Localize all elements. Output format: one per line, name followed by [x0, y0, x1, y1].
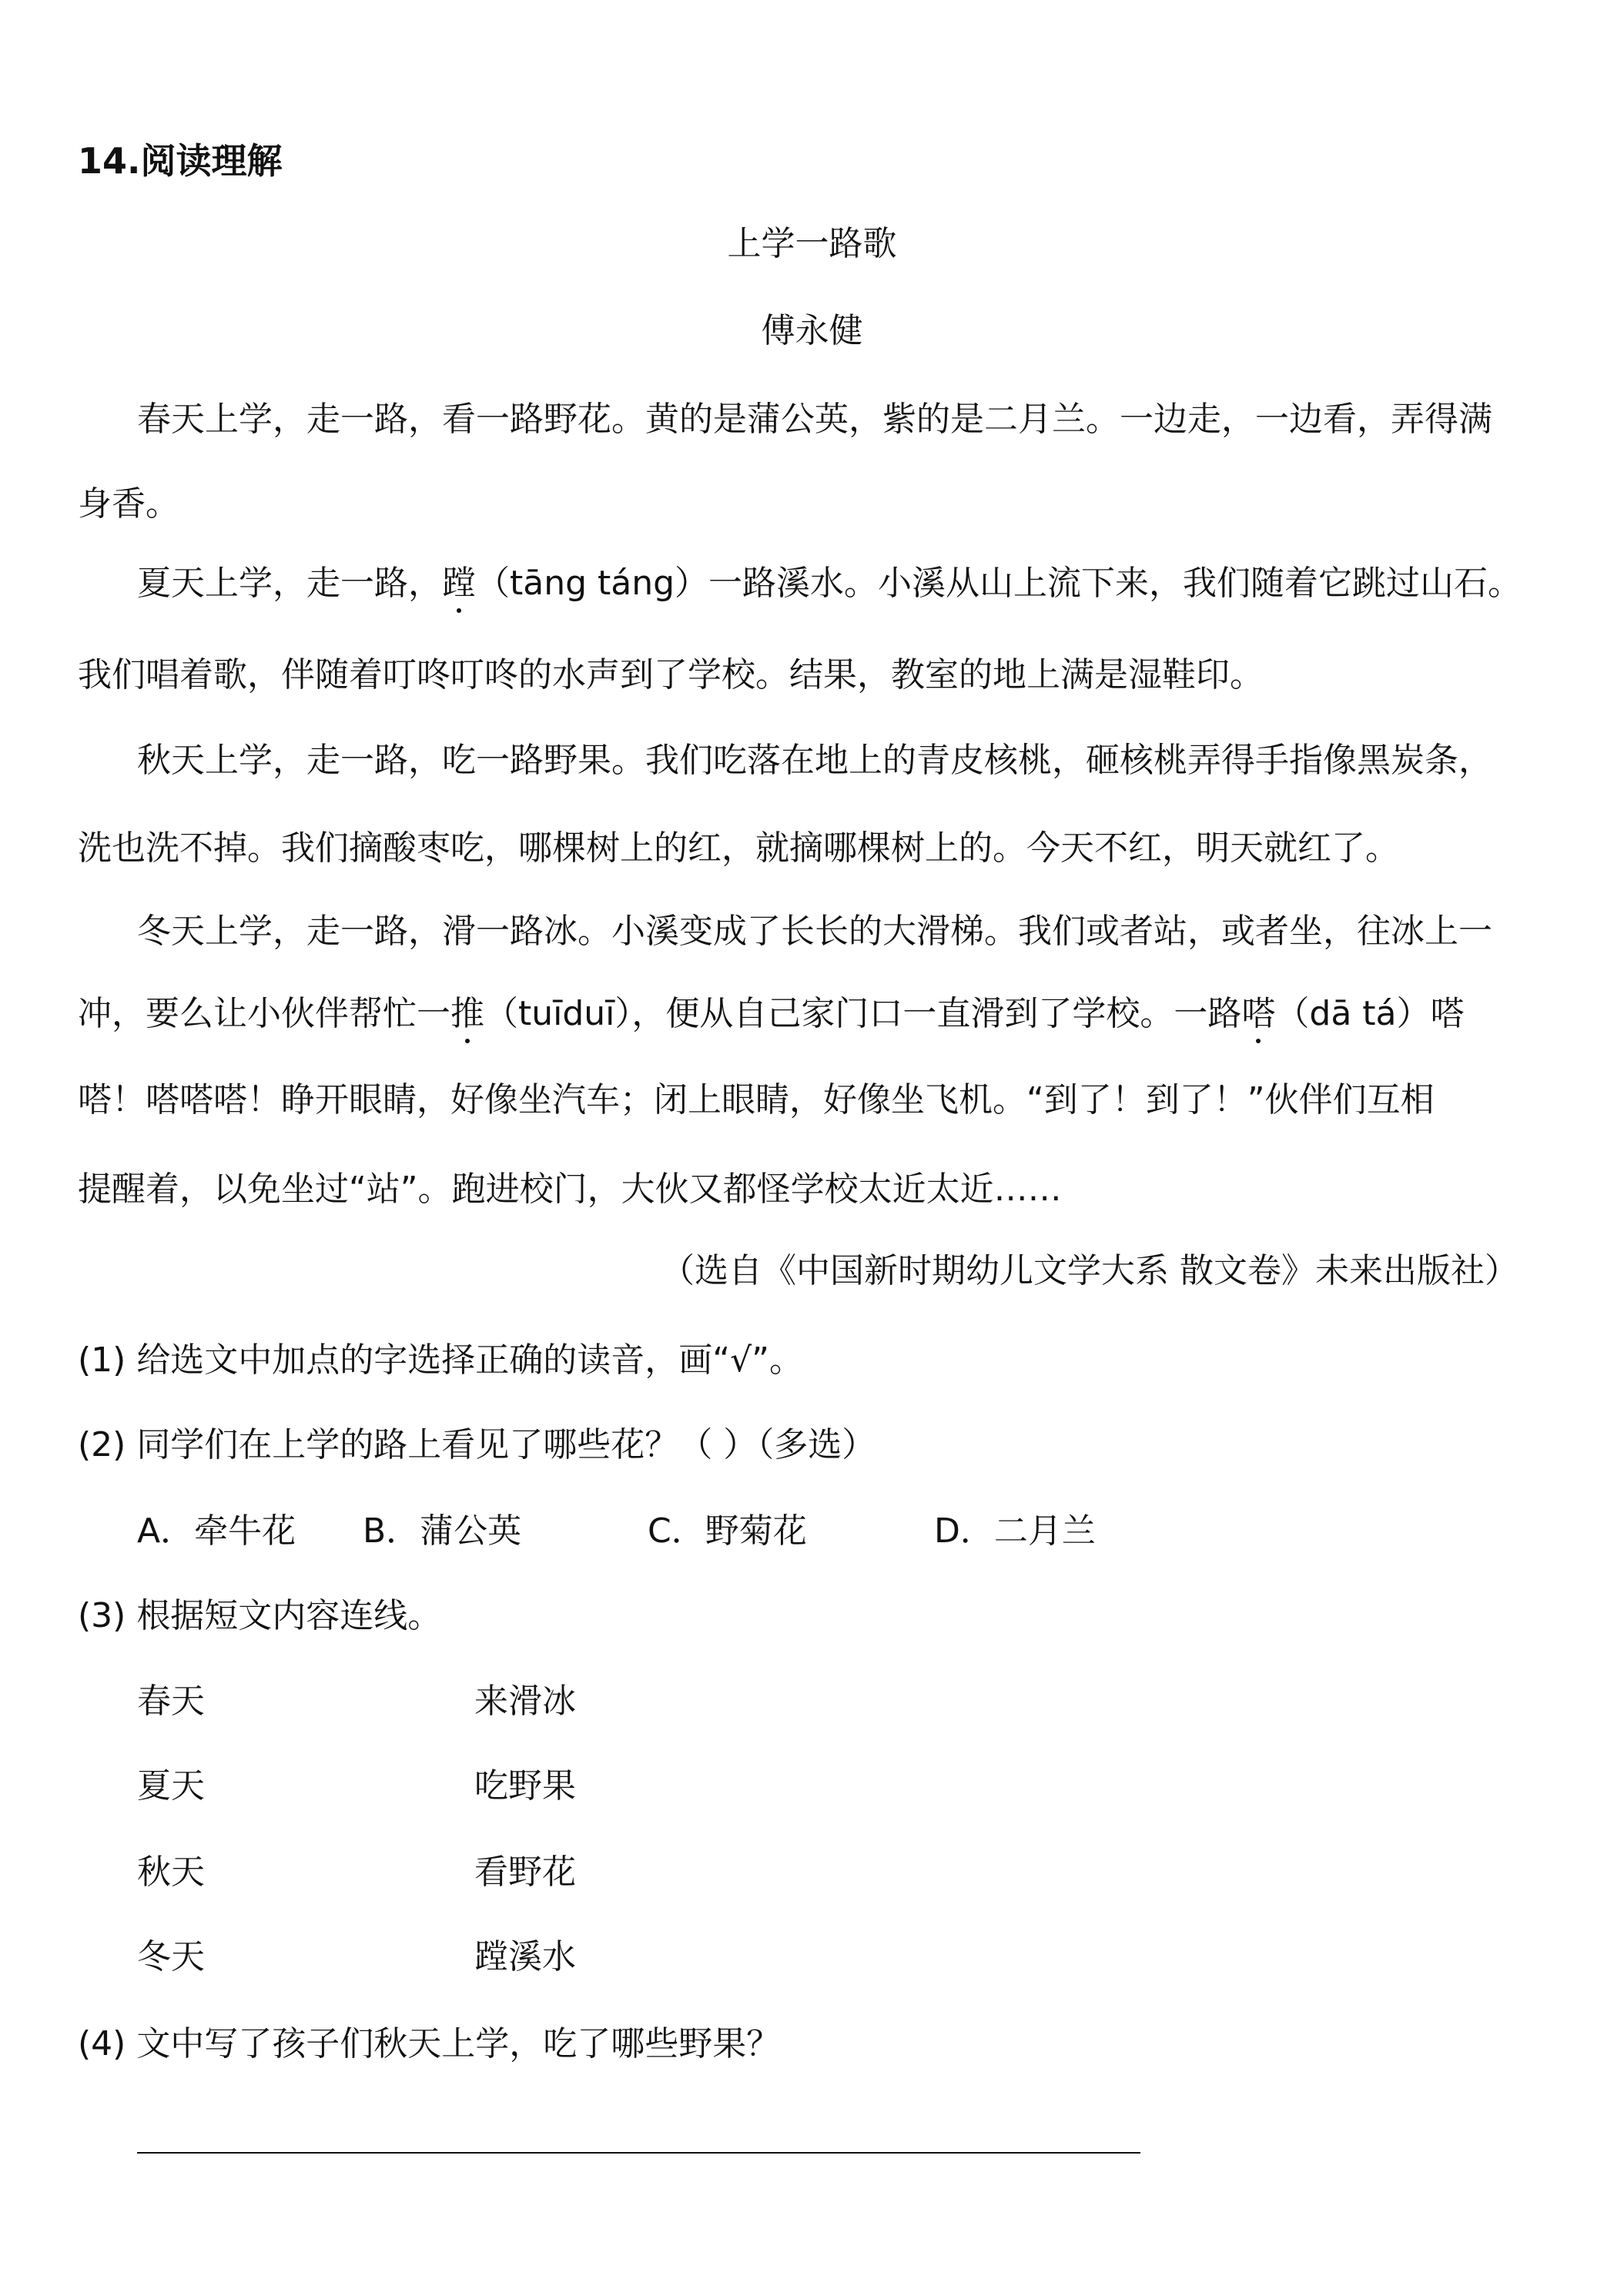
article-source: （选自《中国新时期幼儿文学大系 散文卷》未来出版社）: [661, 1251, 1519, 1290]
dotted-character: 嗒: [1241, 992, 1275, 1036]
paragraph-4-text-b: （tuīduī），便从自己家门口一直滑到了学校。一路: [484, 994, 1242, 1033]
paragraph-4-line-4: 提醒着，以免坐过“站”。跑进校门，大伙又都怪学校太近太近……: [78, 1170, 1062, 1209]
article-author: 傅永健: [761, 311, 863, 350]
match-right-item[interactable]: 蹚溪水: [474, 1937, 576, 1976]
article-title: 上学一路歌: [727, 224, 897, 263]
paragraph-1-line-2: 身香。: [78, 484, 179, 524]
paragraph-1-line-1: 春天上学，走一路，看一路野花。黄的是蒲公英，紫的是二月兰。一边走，一边看，弄得满: [137, 400, 1492, 439]
match-left-item[interactable]: 冬天: [137, 1937, 205, 1976]
dotted-character: 蹚: [442, 562, 476, 605]
option-a[interactable]: A．牵牛花: [137, 1511, 296, 1551]
match-right-item[interactable]: 看野花: [474, 1853, 576, 1892]
paragraph-3-line-2: 洗也洗不掉。我们摘酸枣吃，哪棵树上的红，就摘哪棵树上的。今天不红，明天就红了。: [78, 828, 1399, 868]
paragraph-4-line-3: 嗒！嗒嗒嗒！睁开眼睛，好像坐汽车；闭上眼睛，好像坐飞机。“到了！到了！”伙伴们互相: [78, 1080, 1435, 1120]
paragraph-4-line-2: [78, 992, 1465, 1036]
match-right-item[interactable]: 吃野果: [474, 1766, 576, 1806]
question-3: (3) 根据短文内容连线。: [78, 1596, 442, 1635]
paragraph-3-line-1: 秋天上学，走一路，吃一路野果。我们吃落在地上的青皮核桃，砸核桃弄得手指像黑炭条，: [137, 741, 1492, 780]
paragraph-2-line-1: [137, 562, 1522, 605]
paragraph-4-line-1: 冬天上学，走一路，滑一路冰。小溪变成了长长的大滑梯。我们或者站，或者坐，往冰上一: [137, 912, 1492, 951]
match-left-item[interactable]: 夏天: [137, 1766, 205, 1806]
question-4: (4) 文中写了孩子们秋天上学，吃了哪些野果？: [78, 2024, 781, 2063]
paragraph-2-line-2: 我们唱着歌，伴随着叮咚叮咚的水声到了学校。结果，教室的地上满是湿鞋印。: [78, 655, 1264, 694]
option-d[interactable]: D．二月兰: [934, 1511, 1096, 1551]
dotted-character: 推: [450, 992, 484, 1036]
option-b[interactable]: B．蒲公英: [363, 1511, 522, 1551]
paragraph-4-text-c: （dā tá）嗒: [1275, 994, 1465, 1033]
question-2: (2) 同学们在上学的路上看见了哪些花？（ ）（多选）: [78, 1425, 876, 1464]
match-right-item[interactable]: 来滑冰: [474, 1682, 576, 1721]
paragraph-2-text-a: 夏天上学，走一路，: [137, 564, 442, 603]
question-number-title: 14.阅读理解: [78, 140, 283, 182]
question-1: (1) 给选文中加点的字选择正确的读音，画“√”。: [78, 1340, 803, 1380]
answer-blank-line[interactable]: [137, 2152, 1140, 2154]
match-left-item[interactable]: 秋天: [137, 1853, 205, 1892]
paragraph-4-text-a: 冲，要么让小伙伴帮忙一: [78, 994, 450, 1033]
option-c[interactable]: C．野菊花: [648, 1511, 807, 1551]
paragraph-2-text-b: （tāng táng）一路溪水。小溪从山上流下来，我们随着它跳过山石。: [476, 564, 1522, 603]
match-left-item[interactable]: 春天: [137, 1682, 205, 1721]
